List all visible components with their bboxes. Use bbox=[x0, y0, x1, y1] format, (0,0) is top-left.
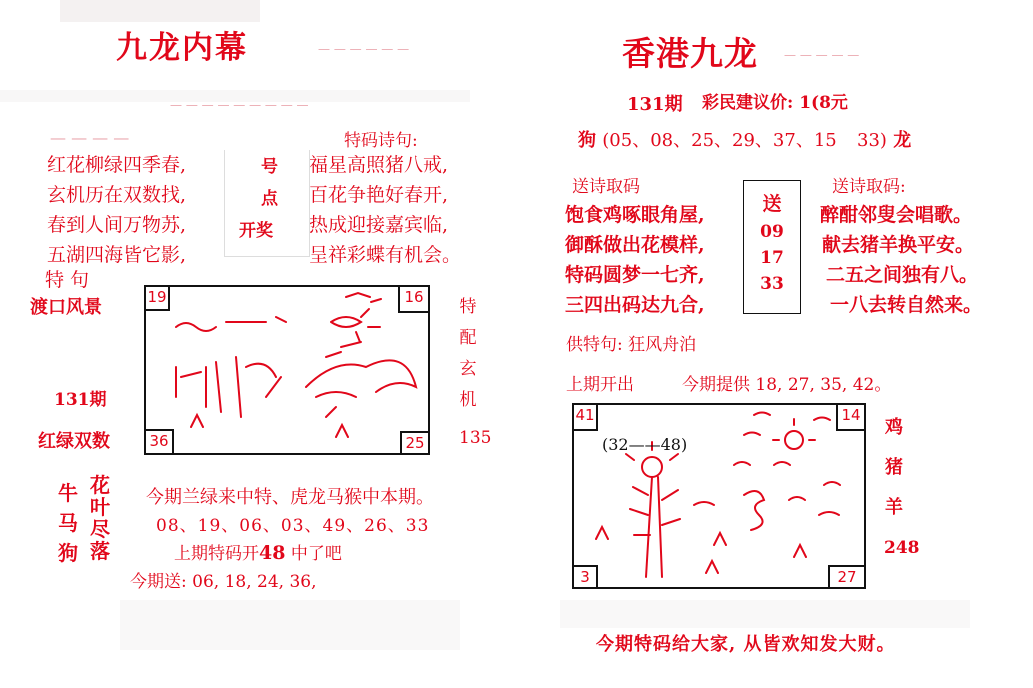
corner-bottom-left: 36 bbox=[146, 429, 174, 453]
animal-char: 狗 bbox=[58, 541, 78, 565]
left-poem-header: 特码诗句: bbox=[344, 131, 418, 151]
corner-bottom-left: 3 bbox=[574, 565, 598, 587]
corner-top-left: 41 bbox=[574, 405, 598, 431]
left-tejv-label: 特 句 bbox=[45, 269, 90, 291]
animal-char: 牛 bbox=[58, 481, 78, 505]
right-sketch-frame bbox=[572, 403, 866, 589]
right-price: 彩民建议价: 1(8元 bbox=[702, 93, 848, 113]
faint-subtitle: — — — — — bbox=[784, 48, 860, 62]
poem-line: 热成迎接嘉宾临, bbox=[309, 214, 449, 236]
sketch-numbers: (32——48) bbox=[602, 435, 688, 454]
send-box-number: 09 bbox=[760, 222, 784, 242]
poem-line: 百花争艳好春开, bbox=[309, 184, 449, 206]
dragon-label: 龙 bbox=[893, 130, 912, 151]
right-title: 香港九龙 bbox=[622, 34, 758, 73]
poem-line: 福星高照猪八戒, bbox=[309, 154, 449, 176]
poem-line: 春到人间万物苏, bbox=[47, 214, 187, 236]
poem-line: 特码圆梦一七齐, bbox=[565, 264, 705, 286]
scan-smudge bbox=[560, 600, 970, 628]
right-this-supply: 今期提供 18, 27, 35, 42。 bbox=[682, 375, 892, 395]
poem-line: 呈祥彩蝶有机会。 bbox=[309, 244, 462, 266]
corner-bottom-right: 25 bbox=[400, 431, 428, 453]
left-line1: 今期兰绿来中特、虎龙马猴中本期。 bbox=[146, 487, 434, 508]
left-scene-label: 渡口风景 bbox=[30, 297, 102, 318]
poem-line: 御酥做出花模样, bbox=[565, 234, 705, 256]
right-poem-header-right: 送诗取码: bbox=[832, 177, 906, 197]
right-sketch-drawing bbox=[574, 405, 864, 587]
side-char: 机 bbox=[459, 390, 477, 410]
right-footer: 今期特码给大家, 从皆欢知发大财。 bbox=[596, 634, 896, 655]
corner-top-right: 14 bbox=[836, 405, 864, 431]
right-poem-right bbox=[820, 200, 982, 320]
poem-line: 饱食鸡啄眼角屋, bbox=[565, 204, 705, 226]
dog-numbers: (05、08、25、29、37、15 bbox=[602, 130, 837, 151]
center-char-dian: 点 bbox=[261, 189, 278, 209]
left-last-hit bbox=[174, 539, 342, 564]
right-dog-line bbox=[578, 126, 911, 152]
poem-line: 二五之间独有八。 bbox=[826, 264, 979, 286]
left-title: 九龙内幕 bbox=[116, 30, 248, 66]
right-supply-verse: 供特句: 狂风舟泊 bbox=[566, 335, 697, 355]
poem-line: 献去猪羊换平安。 bbox=[822, 234, 975, 256]
left-send-line: 今期送: 06, 18, 24, 36, bbox=[130, 572, 317, 592]
send-box-number: 33 bbox=[760, 274, 784, 294]
center-char-hao: 号 bbox=[261, 157, 278, 177]
flower-char: 尽 bbox=[90, 517, 110, 541]
faint-line: — — — — — — — — — bbox=[170, 98, 309, 112]
poem-line: 五湖四海皆它影, bbox=[47, 244, 187, 266]
side-char: 羊 bbox=[885, 497, 903, 518]
poem-line: 醉酣邻叟会唱歌。 bbox=[820, 204, 973, 226]
last-hit-number: 48 bbox=[259, 542, 286, 564]
corner-bottom-right: 27 bbox=[828, 565, 864, 587]
poem-line: 红花柳绿四季春, bbox=[47, 154, 187, 176]
side-char: 配 bbox=[459, 328, 477, 348]
center-char-kaijiang: 开奖 bbox=[239, 221, 273, 241]
flower-char: 花 bbox=[90, 473, 110, 497]
poem-line: 玄机历在双数找, bbox=[47, 184, 187, 206]
right-side-number: 248 bbox=[884, 538, 920, 558]
left-animals bbox=[58, 478, 78, 568]
side-char: 玄 bbox=[459, 359, 477, 379]
right-poem-header-left: 送诗取码 bbox=[572, 177, 640, 197]
last-hit-suffix: 中了吧 bbox=[290, 544, 342, 564]
animal-char: 马 bbox=[58, 511, 78, 535]
side-char: 特 bbox=[459, 297, 477, 317]
left-numbers-line: 08、19、06、03、49、26、33 bbox=[156, 516, 430, 536]
corner-top-right: 16 bbox=[398, 287, 428, 313]
faint-subtitle: — — — — — — bbox=[318, 42, 410, 56]
corner-top-left: 19 bbox=[146, 287, 170, 311]
scan-smudge bbox=[60, 0, 260, 22]
side-char: 猪 bbox=[885, 457, 903, 478]
send-box-label: 送 bbox=[762, 193, 782, 215]
flower-char: 落 bbox=[90, 539, 110, 563]
left-poem-right bbox=[309, 150, 461, 270]
last-hit-prefix: 上期特码开 bbox=[174, 544, 259, 564]
left-side-number: 135 bbox=[459, 428, 492, 448]
left-red-green: 红绿双数 bbox=[38, 431, 110, 452]
dog-label: 狗 bbox=[578, 130, 596, 151]
left-poem-left bbox=[47, 150, 186, 270]
side-char: 鸡 bbox=[885, 417, 903, 438]
left-sketch-frame bbox=[144, 285, 430, 455]
center-chars-box bbox=[224, 150, 310, 257]
left-issue: 131期 bbox=[54, 390, 107, 410]
right-issue: 131期 bbox=[627, 94, 683, 115]
flower-char: 叶 bbox=[90, 495, 110, 519]
poem-line: 一八去转自然来。 bbox=[830, 294, 983, 316]
right-send-box bbox=[743, 180, 801, 314]
right-side-vertical bbox=[882, 408, 906, 528]
right-last-open: 上期开出 bbox=[566, 375, 634, 395]
faint-poem-header: — — — — bbox=[50, 128, 130, 147]
scan-smudge bbox=[120, 600, 460, 650]
left-sketch-drawing bbox=[146, 287, 428, 453]
left-flower-fall bbox=[90, 474, 110, 562]
left-side-vertical bbox=[456, 292, 480, 416]
send-box-number: 17 bbox=[760, 248, 784, 268]
dog-last: 33) bbox=[857, 130, 887, 151]
right-poem-left bbox=[565, 200, 705, 320]
poem-line: 三四出码达九合, bbox=[565, 294, 705, 316]
